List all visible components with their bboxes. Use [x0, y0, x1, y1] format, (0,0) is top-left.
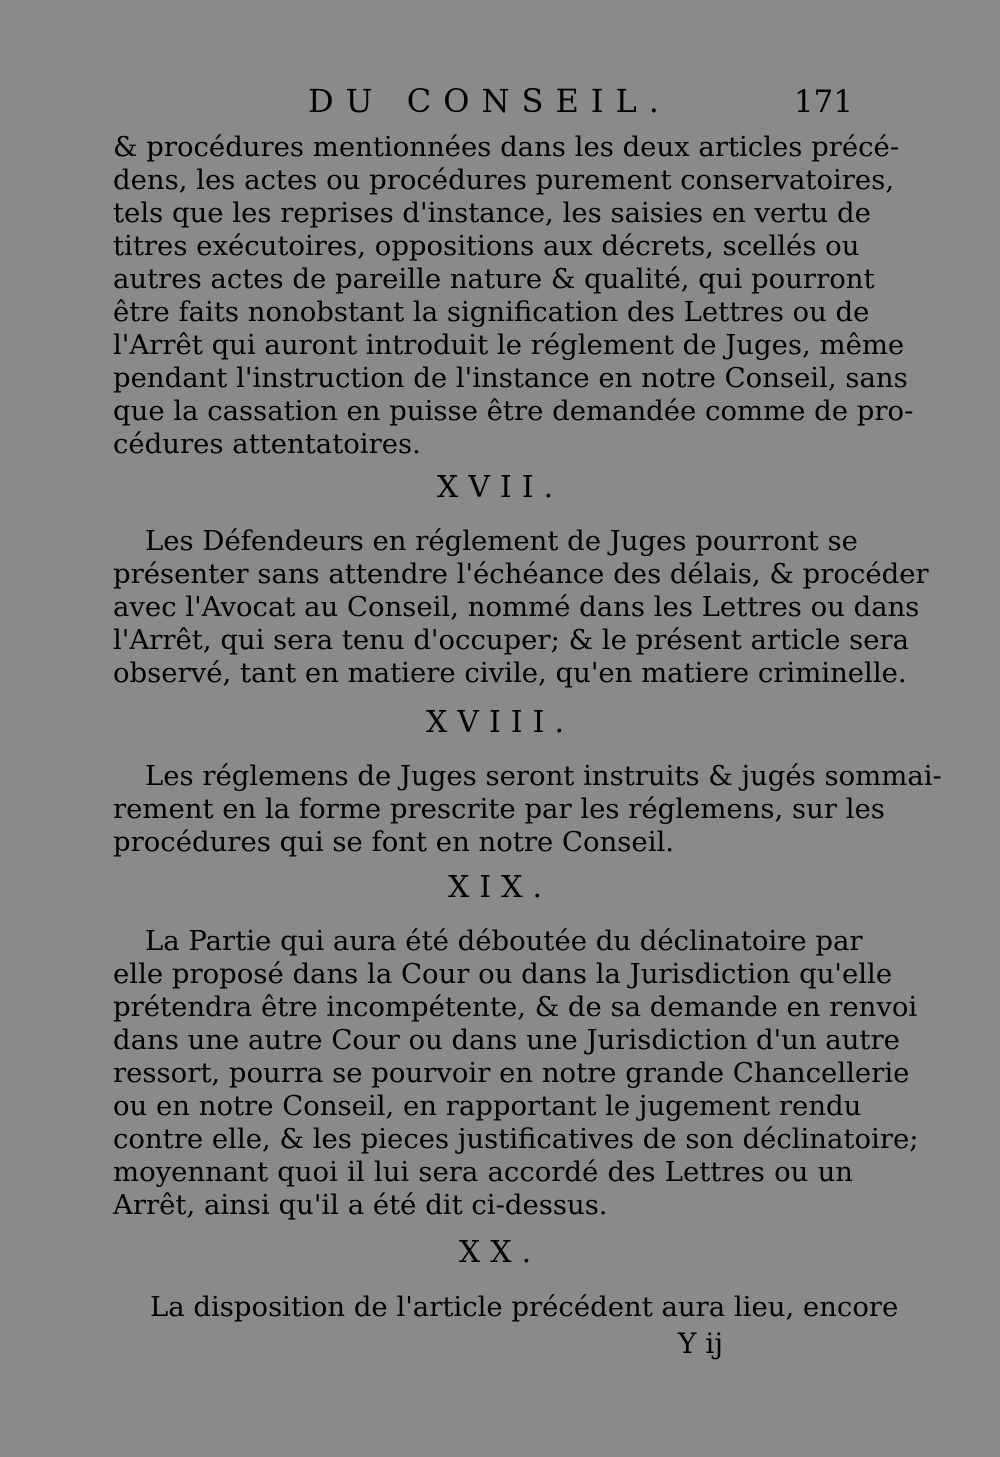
text-line: La Partie qui aura été déboutée du déclinatoire par [145, 925, 863, 957]
text-line: Les réglemens de Juges seront instruits & jugés sommai- [145, 760, 942, 792]
text-line: tels que les reprises d'instance, les saisies en vertu de [113, 197, 871, 229]
text-line: elle proposé dans la Cour ou dans la Jurisdiction qu'elle [113, 958, 893, 990]
text-line: être faits nonobstant la signification des Lettres ou de [113, 296, 870, 328]
article-heading-20: XX. [458, 1235, 542, 1270]
text-line: ou en notre Conseil, en rapportant le jugement rendu [113, 1090, 862, 1122]
text-line: autres actes de pareille nature & qualité, qui pourront [113, 263, 875, 295]
text-line: ressort, pourra se pourvoir en notre grande Chancellerie [113, 1057, 910, 1089]
running-title: DU CONSEIL. [308, 82, 671, 120]
running-header [110, 82, 855, 122]
text-line: l'Arrêt qui auront introduit le réglement de Juges, même [113, 329, 905, 361]
text-line: procédures qui se font en notre Conseil. [113, 826, 675, 858]
text-line: contre elle, & les pieces justificatives de son déclinatoire; [113, 1123, 919, 1155]
text-line: rement en la forme prescrite par les réglemens, sur les [113, 793, 885, 825]
text-line: titres exécutoires, oppositions aux décrets, scellés ou [113, 230, 860, 262]
text-line: Les Défendeurs en réglement de Juges pourront se [145, 525, 858, 557]
text-line: que la cassation en puisse être demandée comme de pro- [113, 395, 914, 427]
article-heading-17: XVII. [436, 470, 564, 505]
article-heading-18: XVIII. [425, 705, 575, 740]
text-line: moyennant quoi il lui sera accordé des Lettres ou un [113, 1156, 853, 1188]
signature-mark: Y ij [678, 1327, 724, 1360]
text-line: l'Arrêt, qui sera tenu d'occuper; & le présent article sera [113, 624, 910, 656]
text-line: La disposition de l'article précédent aura lieu, encore [150, 1291, 899, 1323]
text-line: & procédures mentionnées dans les deux articles précé- [113, 131, 900, 163]
text-line: Arrêt, ainsi qu'il a été dit ci-dessus. [113, 1189, 608, 1221]
text-line: prétendra être incompétente, & de sa demande en renvoi [113, 991, 918, 1023]
text-line: présenter sans attendre l'échéance des délais, & procéder [113, 558, 929, 590]
text-line: cédures attentatoires. [113, 428, 421, 460]
text-line: avec l'Avocat au Conseil, nommé dans les Lettres ou dans [113, 591, 920, 623]
text-line: dans une autre Cour ou dans une Jurisdiction d'un autre [113, 1024, 900, 1056]
text-line: dens, les actes ou procédures purement conservatoires, [113, 164, 895, 196]
article-heading-19: XIX. [447, 870, 553, 905]
text-line: pendant l'instruction de l'instance en notre Conseil, sans [113, 362, 908, 394]
text-line: observé, tant en matiere civile, qu'en matiere criminelle. [113, 657, 907, 689]
page-number: 171 [793, 84, 853, 120]
